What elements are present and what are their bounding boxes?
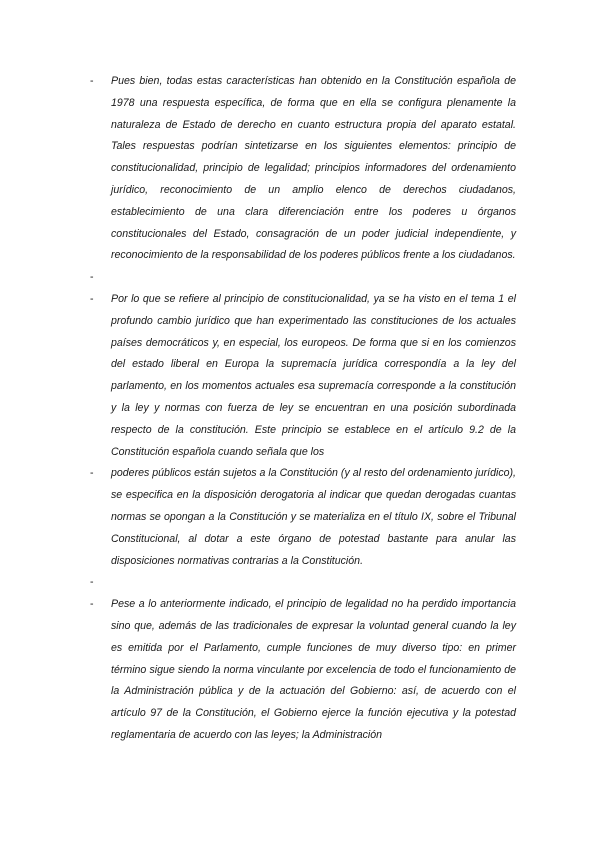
list-marker: -	[90, 292, 94, 305]
list-marker: -	[90, 467, 94, 480]
list-marker: -	[90, 75, 94, 87]
list-item-text: poderes públicos están sujetos a la Constitución (y al resto del ordenamiento jurídico), se especifica en la disposición derogatoria al indicar que quedan derogadas cuantas normas se opongan a la Constitución y se materializa en el título IX, sobre el Tribunal Constitucional, al dotar a este órgano de potestad bastante para anular las disposiciones normativas contrarias a la Constitución.	[111, 467, 516, 567]
list-marker: -	[90, 271, 94, 284]
list-marker: -	[90, 598, 94, 611]
list-item	[90, 71, 516, 267]
list-marker: -	[90, 576, 94, 589]
list-item-text: Por lo que se refiere al principio de constitucionalidad, ya se ha visto en el tema 1 el profundo cambio jurídico que han experimentado las constituciones de los actuales países democráticos y, en especial, los europeos. De forma que si en los comienzos del estado liberal en Europa la supremacía jurídica correspondía a la ley del parlamento, en los momentos actuales esa supremacía corresponde a la constitución y la ley y normas con fuerza de ley se encuentran en una posición subordinada respecto de la constitución. Este principio se establece en el artículo 9.2 de la Constitución española cuando señala que los	[111, 292, 516, 458]
bullet-list	[90, 71, 516, 747]
list-item	[90, 463, 516, 572]
list-item-text: Pese a lo anteriormente indicado, el principio de legalidad no ha perdido importancia sino que, además de las tradicionales de expresar la voluntad general cuando la ley es emitida por el Parlamento, cumple funciones de muy diverso tipo: en primer término sigue siendo la norma vinculante por excelencia de todo el funcionamiento de la Administración pública y de la actuación del Gobierno: así, de acuerdo con el artículo 97 de la Constitución, el Gobierno ejerce la función ejecutiva y la potestad reglamentaria de acuerdo con las leyes; la Administración	[111, 598, 516, 741]
list-item-empty	[90, 267, 516, 289]
list-item	[90, 594, 516, 747]
list-item-text: Pues bien, todas estas características han obtenido en la Constitución española de 1978 una respuesta específica, de forma que en ella se configura plenamente la naturaleza de Estado de derecho en cuanto estructura propia del aparato estatal. Tales respuestas podrían sintetizarse en los siguientes elementos: principio de constitucionalidad, principio de legalidad; principios informadores del ordenamiento jurídico, reconocimiento de un amplio elenco de derechos ciudadanos, establecimiento de una clara diferenciación entre los poderes u órganos constitucionales del Estado, consagración de un poder judicial independiente, y reconocimiento de la responsabilidad de los poderes públicos frente a los ciudadanos.	[111, 75, 516, 262]
list-item	[90, 289, 516, 463]
list-item-empty	[90, 572, 516, 594]
